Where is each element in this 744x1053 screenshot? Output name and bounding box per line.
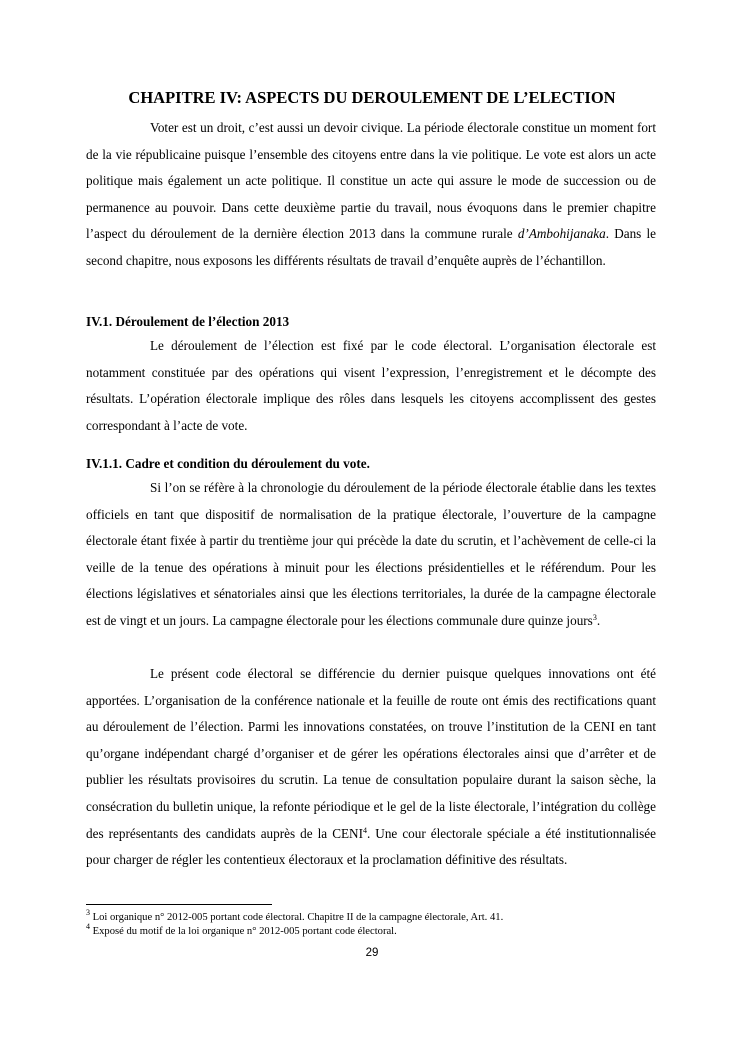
intro-place-name: d’Ambohijanaka [517,226,606,242]
paragraph-1-end: . [596,612,601,628]
section-heading-iv-1-1: IV.1.1. Cadre et condition du déroulement du vote. [86,456,370,471]
intro-text-end: . Dans le second chapitre, nous exposons les différents résultats de travail d’enquête auprès de l’échantillon. [86,226,656,268]
paragraph-2-text-start: Le présent code électoral se différencie du dernier puisque quelques innovations ont été apportées. L’organisation de la conférence nationale et la feuille de route ont émis des rectifications quant au déroulement de l’élection. Parmi les innovations constatées, on trouve l’institution de la CENI en tant qu’organe indépendant chargé d’organiser et de gérer les opérations électorales ainsi que d’arrêter et de publier les résultats provisoires du scrutin. La tenue de consultation populaire durant la saison sèche, la consécration du bulletin unique, la refonte périodique et le gel de la liste électorale, l’intégration du collège des représentants des candidats auprès de la CENI [86,666,656,841]
footnotes [86,908,666,939]
footnote [86,922,666,939]
footnote-text: Exposé du motif de la loi organique n° 2012-005 portant code électoral. [90,926,397,937]
paragraph-1-text: Si l’on se réfère à la chronologie du déroulement de la période électorale établie dans les textes officiels en tant que dispositif de normalisation de la pratique électorale, l’ouverture de la campagne électorale étant fixée à partir du trentième jour qui précède la date du scrutin, et l’achèvement de celle-ci la veille de la tenue des opérations à minuit pour les élections présidentielles et le référendum. Pour les élections législatives et sénatoriales ainsi que les élections territoriales, la durée de la campagne électorale est de vingt et un jours. La campagne électorale pour les élections communale dure quinze jours [86,480,656,628]
footnote-divider [86,904,272,905]
chapter-intro-paragraph [86,115,656,275]
section-iv-1-paragraph: Le déroulement de l’élection est fixé par le code électoral. L’organisation électorale est notamment constituée par des opérations qui visent l’expression, l’enregistrement et le décompte des résultats. L’opération électorale implique des rôles dans lesquels les citoyens accomplissent des gestes correspondant à l’acte de vote. [86,338,656,433]
page-number: 29 [365,947,379,959]
footnote-text: Loi organique n° 2012-005 portant code électoral. Chapitre II de la campagne électorale, Art. 41. [90,912,504,923]
footnote-number: 3 [86,908,90,917]
section-heading-iv-1: IV.1. Déroulement de l’élection 2013 [86,314,290,329]
footnote [86,908,666,925]
intro-text-start: Voter est un droit, c’est aussi un devoir civique. La période électorale constitue un moment fort de la vie républicaine puisque l’ensemble des citoyens entre dans la vie politique. Le vote est alors un acte politique mais également un acte politique. Il constitue un acte qui assure le mode de succession ou de permanence au pouvoir. Dans cette deuxième partie du travail, nous évoquons dans le premier chapitre l’aspect du déroulement de la dernière élection 2013 dans la commune rurale [86,120,656,242]
footnote-ref-4: 4 [362,825,367,835]
chapter-title: CHAPITRE IV: ASPECTS DU DEROULEMENT DE L’ELECTION [128,88,616,107]
section-iv-1-1-paragraph-1 [86,475,656,635]
paragraph-2-text-end: . Une cour électorale spéciale a été institutionnalisée pour charger de régler les contentieux électoraux et la proclamation définitive des résultats. [86,825,656,868]
footnote-number: 4 [86,922,90,931]
section-iv-1-1-paragraph-2 [86,661,656,874]
footnote-ref-3: 3 [592,612,597,622]
